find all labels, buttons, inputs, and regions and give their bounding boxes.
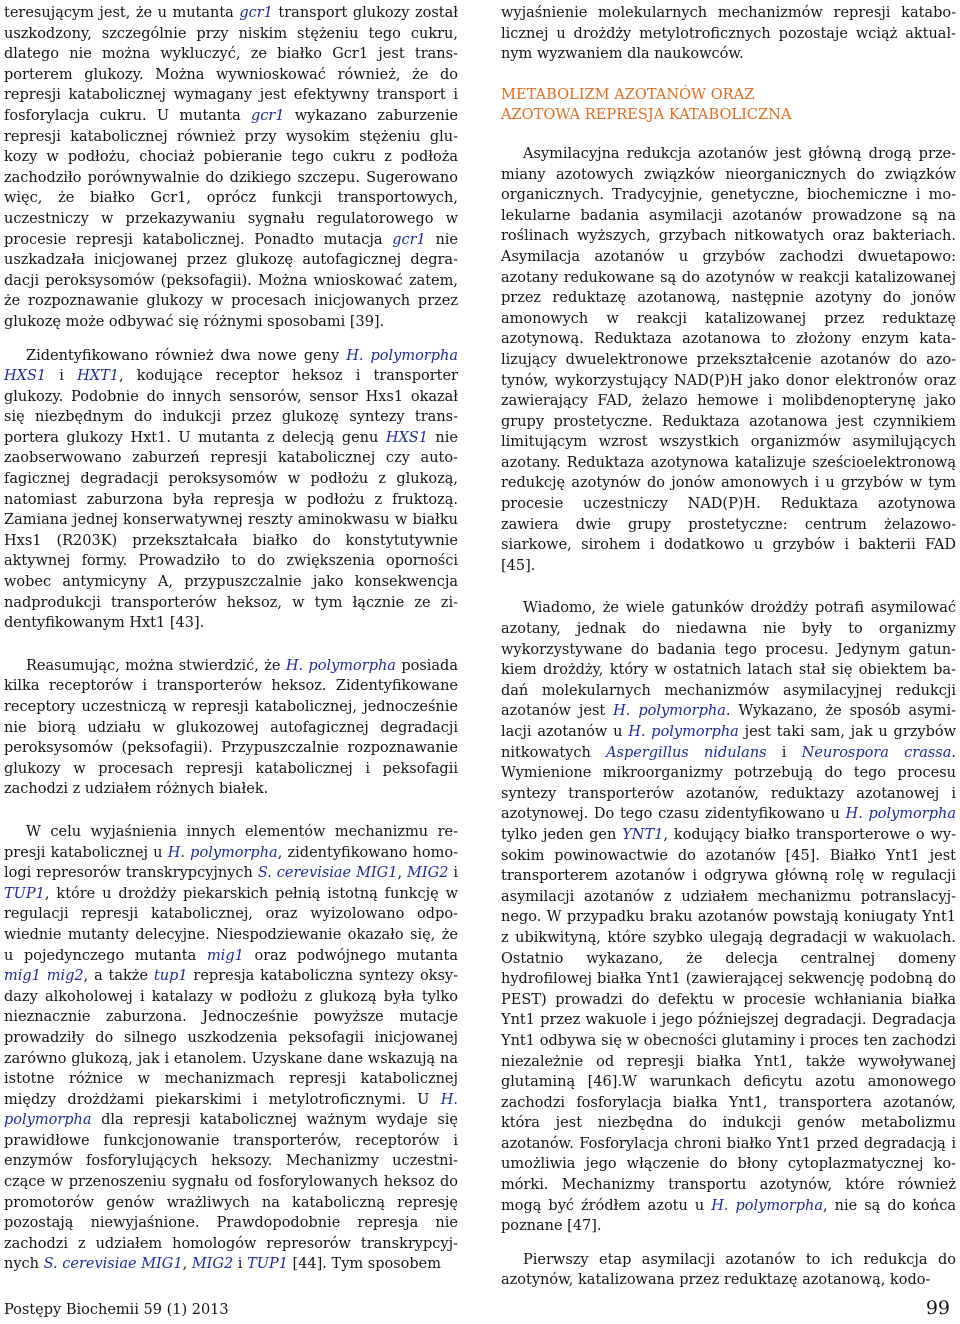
right-paragraph-1: Asymilacyjna redukcja azotanów jest główną drogą przemiany azotowych związków nieorganicznych do związków organicznych. Tradycyjnie, genetyczne, biochemiczne i molekularne badania asymilacji azotanów prowadzone są na roślinach wyższych, grzybach nitkowatych oraz bakteriach. Asymilacja azotanów u grzybów zachodzi dwuetapowo: azotany redukowane są do azotynów w reakcji katalizowanej przez reduktazę azotanową, następnie azotyny do jonów amonowych w reakcji katalizowanej przez reduktazę azotynową. Reduktaza azotanowa to złożony enzym katalizujący dwuelektronowe przekształcenie azotanów do azotynów, wykorzystujący NAD(P)H jako donor elektronów oraz zawierający FAD, żelazo hemowe i molibdenopterynę jako grupy prostetyczne. Reduktaza azotanowa jest czynnikiem limitującym wzrost wszystkich organizmów asymilujących azotany. Reduktaza azotynowa katalizuje sześcioelektronową redukcję azotynów do jonów amonowych i u grzybów w tym procesie uczestniczy NAD(P)H. Reduktaza azotynowa zawiera dwie grupy prostetyczne: centrum żelazowo-siarkowe, sirohem i dodatkowo u grzybów i bakterii FAD [45].: [501, 145, 956, 574]
section-heading-line-1: METABOLIZM AZOTANÓW ORAZ: [501, 85, 755, 103]
italic-term: Aspergillus nidulans: [606, 744, 767, 761]
italic-term: MIG2: [407, 865, 449, 882]
italic-term: Neurospora crassa: [801, 744, 952, 761]
italic-term: S. cerevisiae MIG1: [257, 865, 398, 882]
section-heading: [501, 85, 956, 126]
right-paragraph-3: Pierwszy etap asymilacji azotanów to ich redukcja do azotynów, katalizowana przez reduktazę azotanową, kodo-: [501, 1251, 956, 1289]
italic-term: tup1: [153, 968, 188, 985]
italic-term: gcr1: [392, 231, 426, 248]
italic-term: H. polymorpha: [711, 1197, 824, 1214]
right-intro-paragraph: wyjaśnienie molekularnych mechanizmów represji katabolicznej u drożdży metylotroficznych pozostaje wciąż aktualnym wyzwaniem dla naukowców.: [501, 5, 956, 63]
left-paragraph-3: Reasumując, można stwierdzić, że H. polymorpha posiada kilka receptorów i transporterów heksoz. Zidentyfikowane receptory uczestniczą w represji katabolicznej, jednocześnie nie biorą udziału w glukozowej autofagicznej degradacji peroksysomów (peksofagii). Przypuszczalnie rozpoznawanie glukozy w procesach represji katabolicznej i peksofagii zachodzi z udziałem różnych białek.: [4, 657, 458, 798]
section-heading-line-2: AZOTOWA REPRESJA KATABOLICZNA: [501, 106, 792, 124]
italic-term: gcr1: [239, 5, 273, 21]
italic-term: mig1: [206, 947, 244, 964]
italic-term: YNT1: [622, 826, 664, 843]
italic-term: H. polymorpha HXS1: [4, 347, 458, 385]
italic-term: H. polymorpha: [285, 657, 396, 674]
left-column: [4, 3, 458, 1275]
italic-term: H. polymorpha: [613, 703, 726, 720]
italic-term: H. polymorpha: [4, 1091, 458, 1129]
italic-term: mig1 mig2: [4, 968, 84, 985]
right-column: [501, 3, 956, 1291]
journal-footer: Postępy Biochemii 59 (1) 2013: [4, 1302, 229, 1318]
italic-term: H. polymorpha: [628, 724, 739, 740]
italic-term: H. polymorpha: [167, 844, 278, 861]
italic-term: S. cerevisiae MIG1: [43, 1256, 183, 1273]
italic-term: HXT1: [77, 368, 119, 385]
left-paragraph-4: W celu wyjaśnienia innych elementów mechanizmu represji katabolicznej u H. polymorpha, zidentyfikowano homologi represorów transkrypcyjnych S. cerevisiae MIG1, MIG2 i TUP1, które u drożdży piekarskich pełnią istotną funkcję w regulacji represji katabolicznej, oraz wyizolowano odpowiednie mutanty delecyjne. Niespodziewanie okazało się, że u pojedynczego mutanta mig1 oraz podwójnego mutanta mig1 mig2, a także tup1 represja kataboliczna syntezy oksydazy alkoholowej i katalazy w podłożu z glukozą była tylko nieznacznie zaburzona. Jednocześnie powyższe mutacje prowadziły do silnego uszkodzenia peksofagii inicjowanej zarówno glukozą, jak i etanolem. Uzyskane dane wskazują na istotne różnice w mechanizmach represji katabolicznej między drożdżami piekarskimi i metylotroficznymi. U H. polymorpha dla represji katabolicznej ważnym wydaje się prawidłowe funkcjonowanie transporterów, receptorów i enzymów fosforylujących heksozy. Mechanizmy uczestniczące w przenoszeniu sygnału od fosforylowanych heksoz do promotorów genów wrażliwych na kataboliczną represję pozostają niewyjaśnione. Prawdopodobnie represja nie zachodzi z udziałem homologów represorów transkrypcyjnych S. cerevisiae MIG1, MIG2 i TUP1 [44]. Tym sposobem: [4, 823, 458, 1273]
italic-term: TUP1: [4, 885, 45, 902]
italic-term: MIG2: [191, 1256, 234, 1273]
italic-term: H. polymorpha: [845, 806, 956, 823]
italic-term: HXS1: [385, 429, 428, 446]
page-number: 99: [925, 1297, 950, 1319]
right-paragraph-2: Wiadomo, że wiele gatunków drożdży potrafi asymilować azotany, jednak do niedawna nie były to organizmy wykorzystywane do badania tego procesu. Jedynym gatunkiem drożdży, który w ostatnich latach stał się obiektem badań molekularnych mechanizmów asymilacyjnej redukcji azotanów jest H. polymorpha. Wykazano, że sposób asymilacji azotanów u H. polymorpha jest taki sam, jak u grzybów nitkowatych Aspergillus nidulans i Neurospora crassa. Wymienione mikroorganizmy potrzebują do tego procesu syntezy transporterów azotanów, reduktazy azotanowej i azotynowej. Do tego czasu zidentyfikowano u H. polymorpha tylko jeden gen YNT1, kodujący białko transporterowe o wysokim powinowactwie do azotanów [45]. Białko Ynt1 jest transporterem azotanów i odgrywa główną rolę w regulacji asymilacji azotanów z udziałem mechanizmu potranslacyjnego. W przypadku braku azotanów powstają koniugaty Ynt1 z ubikwityną, które szybko ulegają degradacji w wakuolach. Ostatnio wykazano, że delecja centralnej domeny hydrofilowej białka Ynt1 (zawierającej sekwencję podobną do PEST) prowadzi do defektu w procesie wchłaniania białka Ynt1 przez wakuole i jego późniejszej degradacji. Degradacja Ynt1 odbywa się w obecności glutaminy i proces ten zachodzi niezależnie od represji białka Ynt1, także wywoływanej glutaminą [46].W warunkach deficytu azotu amonowego zachodzi fosforylacja białka Ynt1, transportera azotanów, która jest niezbędna do indukcji genów metabolizmu azotanów. Fosforylacja chroni białko Ynt1 przed degradacją i umożliwia jego włączenie do błony cytoplazmatycznej komórki. Mechanizmy transportu azotynów, które również mogą być źródłem azotu u H. polymorpha, nie są do końca poznane [47].: [501, 600, 957, 1235]
italic-term: TUP1: [247, 1256, 288, 1273]
italic-term: gcr1: [250, 107, 285, 124]
left-paragraph-1: teresującym jest, że u mutanta gcr1 transport glukozy został uszkodzony, szczególnie przy niskim stężeniu tego cukru, dlatego nie można wykluczyć, ze białko Gcr1 jest transporterem glukozy. Można wywnioskować również, że do represji katabolicznej wymagany jest efektywny transport i fosforylacja cukru. U mutanta gcr1 wykazano zaburzenie represji katabolicznej również przy wysokim stężeniu glukozy w podłożu, chociaż pobieranie tego cukru z podłoża zachodziło porównywalnie do dzikiego szczepu. Sugerowano więc, że białko Gcr1, oprócz funkcji transportowych, uczestniczy w przekazywaniu sygnału regulatorowego w procesie represji katabolicznej. Ponadto mutacja gcr1 nie uszkadzała inicjowanej przez glukozę autofagicznej degradacji peroksysomów (peksofagii). Można wnioskować zatem, że rozpoznawanie glukozy w procesach inicjowanych przez glukozę może odbywać się różnymi sposobami [39].: [4, 5, 459, 330]
left-paragraph-2: Zidentyfikowano również dwa nowe geny H. polymorpha HXS1 i HXT1, kodujące receptor heksoz i transporter glukozy. Podobnie do innych sensorów, sensor Hxs1 okazał się niezbędnym do indukcji przez glukozę syntezy transportera glukozy Hxt1. U mutanta z delecją genu HXS1 nie zaobserwowano zaburzeń represji katabolicznej czy autofagicznej degradacji peroksysomów w podłożu z glukozą, natomiast zaburzona była represja w podłożu z fruktozą. Zamiana jednej konserwatywnej reszty aminokwasu w białku Hxs1 (R203K) przekształcała białko do konstytutywnie aktywnej formy. Prowadziło to do zwiększenia oporności wobec antymicyny A, przypuszczalnie jako konsekwencja nadprodukcji transporterów heksoz, w tym łącznie ze zidentyfikowanym Hxt1 [43].: [4, 347, 458, 632]
